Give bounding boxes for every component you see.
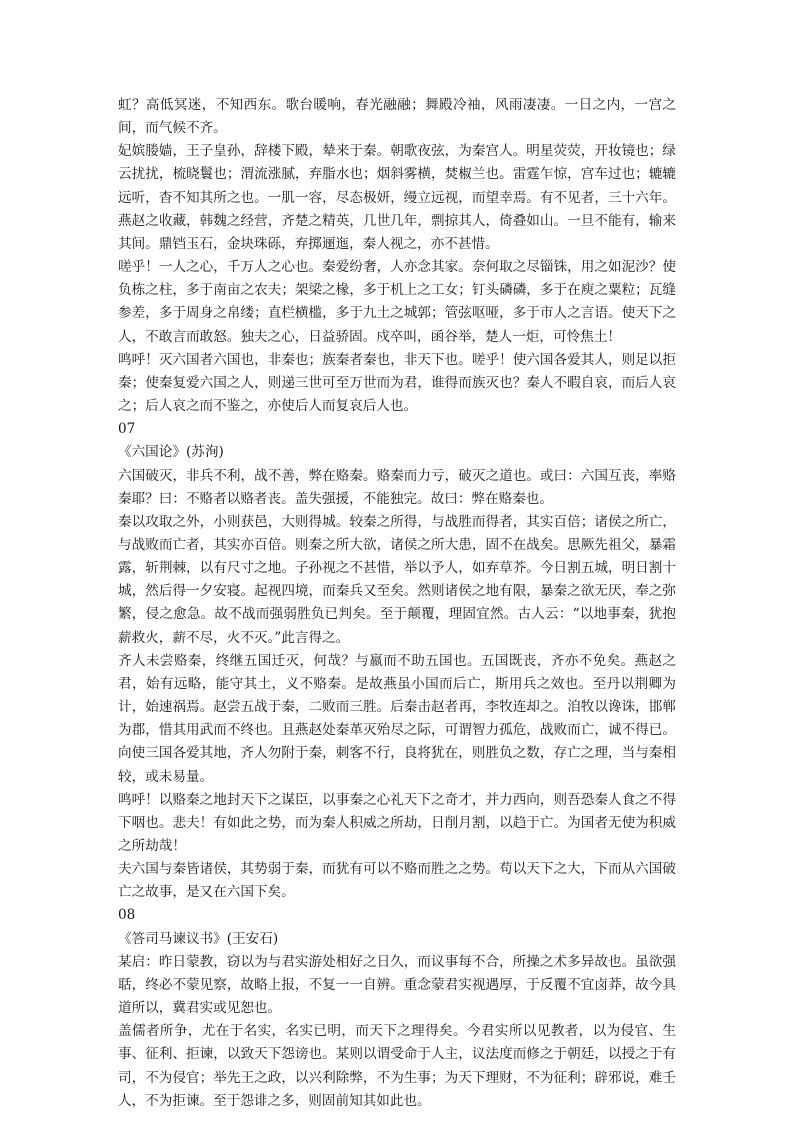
paragraph-epang-palace-4: 鸣呼！灭六国者六国也，非秦也；族秦者秦也，非天下也。嗟乎！使六国各爱其人，则足以拒秦；使秦复爱六国之人，则递三世可至万世而为君，谁得而族灭也？秦人不暇自哀，而后人哀之；后人哀之而不鉴之，亦使后人而复哀后人也。 (118, 351, 676, 415)
paragraph-liuguolun-3: 齐人未尝赂秦，终继五国迁灭，何哉？与嬴而不助五国也。五国既丧，齐亦不免矣。燕赵之君，始有远略，能守其土，义不赂秦。是故燕虽小国而后亡，斯用兵之效也。至丹以荆卿为计，始速祸焉。赵尝五战于秦，二败而三胜。后秦击赵者再，李牧连却之。洎牧以谗诛，邯郸为郡，惜其用武而不终也。且燕赵处秦革灭殆尽之际，可谓智力孤危，战败而亡，诚不得已。向使三国各爱其地，齐人勿附于秦，刺客不行，良将犹在，则胜负之数，存亡之理，当与秦相较，或未易量。 (118, 652, 676, 785)
paragraph-liuguolun-4: 鸣呼！以赂秦之地封天下之谋臣，以事秦之心礼天下之奇才，并力西向，则吾恐秦人食之不得下咽也。悲夫！有如此之势，而为秦人积威之所劫，日削月割，以趋于亡。为国者无使为积威之所劫哉！ (118, 791, 676, 854)
paragraph-liuguolun-1: 六国破灭，非兵不利，战不善，弊在赂秦。赂秦而力亏，破灭之道也。或曰：六国互丧，率赂秦耶？曰：不赂者以赂者丧。盖失强援，不能独完。故曰：弊在赂秦也。 (118, 467, 676, 507)
paragraph-dasima-2: 盖儒者所争，尤在于名实，名实已明，而天下之理得矣。今君实所以见教者，以为侵官、生事、征利、拒谏，以致天下怨谤也。某则以谓受命于人主，议法度而修之于朝廷，以授之于有司，不为侵官；举先王之政，以兴利除弊，不为生事；为天下理财，不为征利；辟邪说，难壬人，不为拒谏。至于怨诽之多，则固前知其如此也。 (118, 1023, 676, 1109)
section-title-liuguolun: 《六国论》(苏洵) (118, 444, 224, 461)
paragraph-epang-palace-1: 虹？高低冥迷，不知西东。歌台暖响，春光融融；舞殿冷袖，风雨凄凄。一日之内，一宫之间，而气候不齐。 (118, 97, 676, 137)
paragraph-dasima-1: 某启：昨日蒙教，窃以为与君实游处相好之日久，而议事每不合，所操之术多异故也。虽欲强聒，终必不蒙见察，故略上报，不复一一自辨。重念蒙君实视遇厚，于反覆不宜卤莽，故今具道所以，冀君实或见恕也。 (118, 953, 676, 1017)
paragraph-liuguolun-2: 秦以攻取之外，小则获邑，大则得城。较秦之所得，与战胜而得者，其实百倍；诸侯之所亡，与战败而亡者，其实亦百倍。则秦之所大欲，诸侯之所大患，固不在战矣。思厥先祖父，暴霜露，斩荆棘，以有尺寸之地。子孙视之不甚惜，举以予人，如弃草芥。今日割五城，明日割十城，然后得一夕安寝。起视四境，而秦兵又至矣。然则诸侯之地有限，暴秦之欲无厌，奉之弥繁，侵之愈急。故不战而强弱胜负已判矣。至于颠覆，理固宜然。古人云：“以地事秦，犹抱薪救火，薪不尽，火不灭。”此言得之。 (118, 513, 676, 646)
paragraph-epang-palace-3: 嗟乎！一人之心，千万人之心也。秦爱纷奢，人亦念其家。奈何取之尽锱铢，用之如泥沙？使负栋之柱，多于南亩之农夫；架梁之椽，多于机上之工女；钉头磷磷，多于在庾之粟粒；瓦缝参差，多于周身之帛缕；直栏横槛，多于九土之城郭；管弦呕哑，多于市人之言语。使天下之人，不敢言而敢怒。独夫之心，日益骄固。戍卒叫，函谷举，楚人一炬，可怜焦土！ (118, 259, 676, 345)
section-number-07: 07 (118, 421, 136, 438)
section-number-08: 08 (118, 907, 136, 924)
paragraph-liuguolun-5: 夫六国与秦皆诸侯，其势弱于秦，而犹有可以不赂而胜之之势。苟以天下之大，下而从六国破亡之故事，是又在六国下矣。 (118, 861, 676, 901)
section-title-dasimajianyishu: 《答司马谏议书》(王安石) (118, 930, 279, 947)
paragraph-epang-palace-2: 妃嫔媵嫱，王子皇孙，辞楼下殿，辇来于秦。朝歌夜弦，为秦宫人。明星荧荧，开妆镜也；绿云扰扰，梳晓鬟也；渭流涨腻，弃脂水也；烟斜雾横，焚椒兰也。雷霆乍惊，宫车过也；辘辘远听，杳不知其所之也。一肌一容，尽态极妍，缦立远视，而望幸焉。有不见者，三十六年。燕赵之收藏，韩魏之经营，齐楚之精英，几世几年，剽掠其人，倚叠如山。一旦不能有，输来其间。鼎铛玉石，金块珠砾，弃掷逦迤，秦人视之，亦不甚惜。 (118, 143, 676, 252)
